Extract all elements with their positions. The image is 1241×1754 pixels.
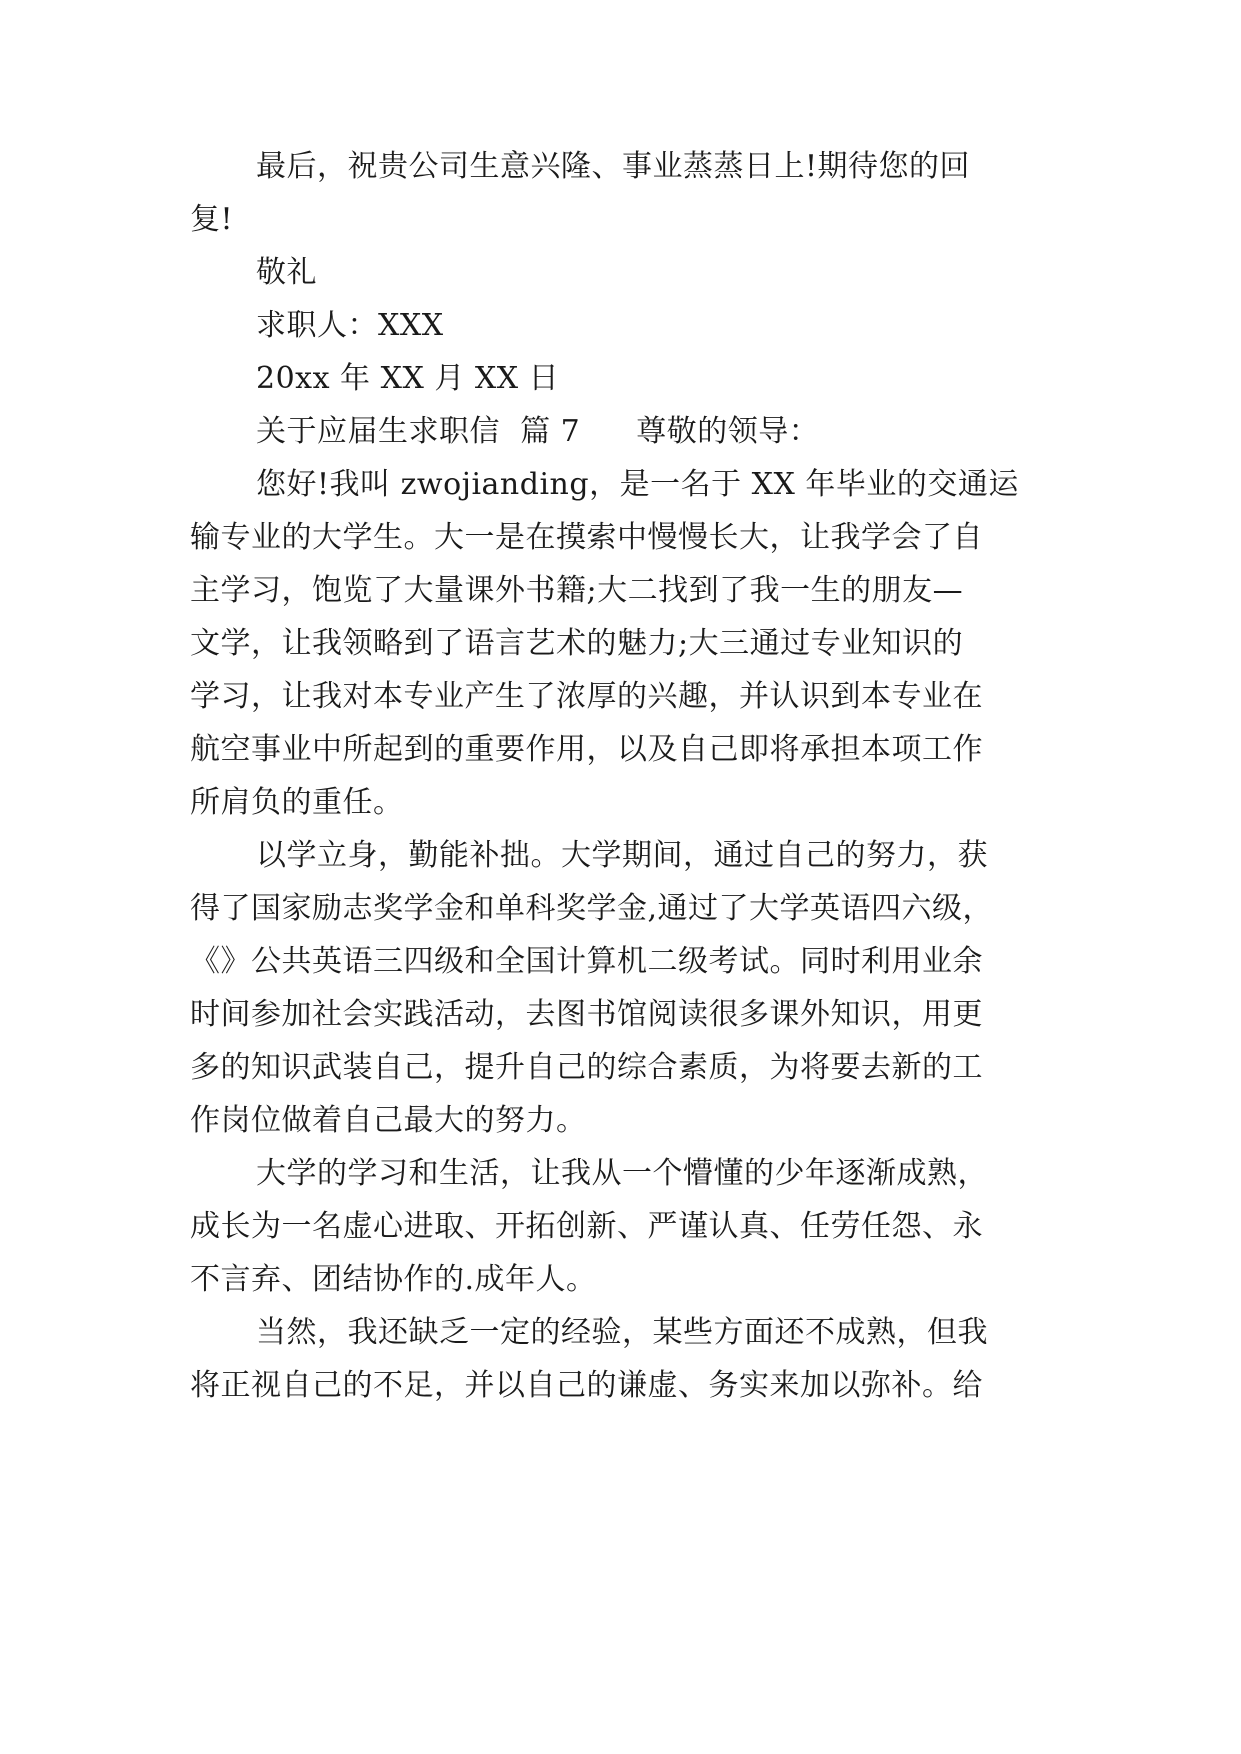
paragraph-1-line: 文学，让我领略到了语言艺术的魅力;大三通过专业知识的	[190, 626, 964, 661]
paragraph-4-line: 将正视自己的不足，并以自己的谦虚、务实来加以弥补。给	[190, 1368, 983, 1403]
paragraph-2-line: 多的知识武装自己，提升自己的综合素质，为将要去新的工	[190, 1050, 983, 1085]
paragraph-2-line: 作岗位做着自己最大的努力。	[190, 1103, 587, 1138]
paragraph-2-line: 《》公共英语三四级和全国计算机二级考试。同时利用业余	[190, 944, 983, 979]
closing-salutation: 敬礼	[256, 255, 317, 290]
paragraph-1-line: 您好!我叫 zwojianding，是一名于 XX 年毕业的交通运	[256, 467, 1019, 502]
paragraph-1-line: 学习，让我对本专业产生了浓厚的兴趣，并认识到本专业在	[190, 679, 983, 714]
closing-wish-line-2: 复!	[190, 202, 234, 237]
letter-date: 20xx 年 XX 月 XX 日	[256, 361, 560, 396]
paragraph-1-line: 航空事业中所起到的重要作用，以及自己即将承担本项工作	[190, 732, 983, 767]
paragraph-2-line: 以学立身，勤能补拙。大学期间，通过自己的努力，获	[256, 838, 988, 873]
section-heading	[0, 412, 1241, 452]
paragraph-3-line: 成长为一名虚心进取、开拓创新、严谨认真、任劳任怨、永	[190, 1209, 983, 1244]
section-title: 关于应届生求职信 篇 7	[256, 414, 581, 449]
paragraph-1-line: 主学习，饱览了大量课外书籍;大二找到了我一生的朋友—	[190, 573, 964, 608]
paragraph-4-line: 当然，我还缺乏一定的经验，某些方面还不成熟，但我	[256, 1315, 988, 1350]
paragraph-1-line: 所肩负的重任。	[190, 785, 404, 820]
closing-wish-line-1: 最后，祝贵公司生意兴隆、事业蒸蒸日上!期待您的回	[256, 149, 971, 184]
applicant-signature: 求职人：XXX	[256, 308, 444, 343]
paragraph-1-line: 输专业的大学生。大一是在摸索中慢慢长大，让我学会了自	[190, 520, 983, 555]
paragraph-2-line: 得了国家励志奖学金和单科奖学金,通过了大学英语四六级，	[190, 891, 994, 926]
paragraph-3-line: 不言弃、团结协作的.成年人。	[190, 1262, 597, 1297]
paragraph-3-line: 大学的学习和生活，让我从一个懵懂的少年逐渐成熟，	[256, 1156, 988, 1191]
paragraph-2-line: 时间参加社会实践活动，去图书馆阅读很多课外知识，用更	[190, 997, 983, 1032]
greeting: 尊敬的领导：	[636, 414, 820, 449]
